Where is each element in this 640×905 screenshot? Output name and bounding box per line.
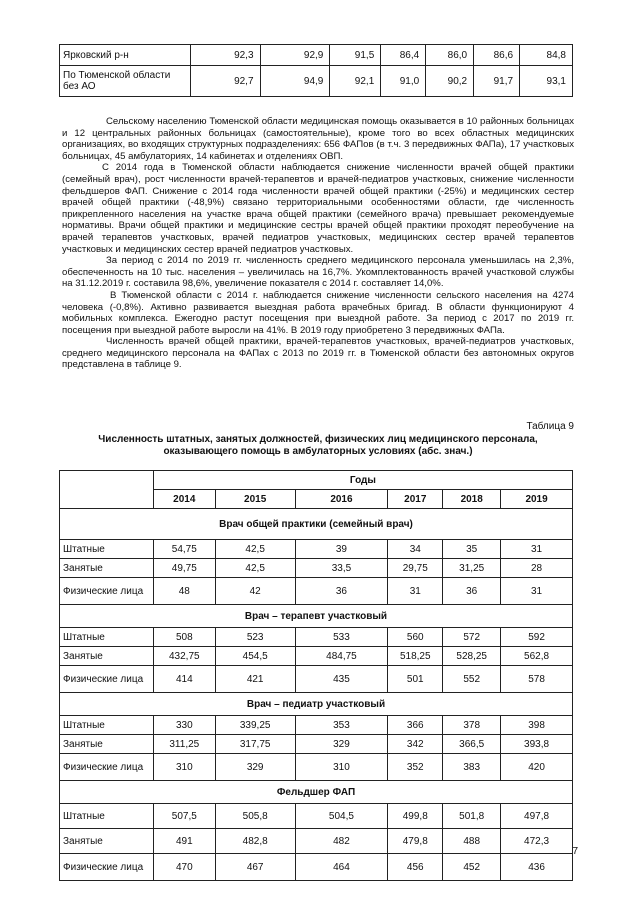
value-cell: 592: [501, 628, 573, 647]
table-row: [60, 45, 573, 66]
value-cell: 42,5: [215, 559, 295, 578]
value-cell: 378: [443, 716, 501, 735]
page-number: 7: [572, 846, 578, 857]
value-cell: 31: [501, 578, 573, 605]
value-cell: 353: [295, 716, 388, 735]
table-row: [60, 829, 573, 854]
row-label: Физические лица: [60, 854, 154, 881]
value-cell: 311,25: [153, 735, 215, 754]
value-cell: 572: [443, 628, 501, 647]
value-cell: 42: [215, 578, 295, 605]
row-label: Штатные: [60, 804, 154, 829]
section-title: Врач общей практики (семейный врач): [60, 509, 573, 540]
table-row: [60, 559, 573, 578]
value-cell: 91,7: [474, 66, 520, 97]
row-label: Физические лица: [60, 754, 154, 781]
value-cell: 383: [443, 754, 501, 781]
table-row: [60, 66, 573, 97]
region-name-cell: По Тюменской области без АО: [60, 66, 191, 97]
value-cell: 499,8: [388, 804, 443, 829]
value-cell: 501,8: [443, 804, 501, 829]
paragraph: Сельскому населению Тюменской области медицинская помощь оказывается в 10 районных больницах и 12 центральных районных больницах (самостоятельные), кроме того во всех областных медицинских организациях, во входящих структурных подразделениях: 656 ФАПов (в т.ч. 3 передвижных ФАПа), 17 участковых больницах, 45 амбулаториях, 14 кабинетах и отделениях ОВП.: [62, 116, 574, 162]
value-cell: 91,0: [381, 66, 426, 97]
value-cell: 366: [388, 716, 443, 735]
value-cell: 31,25: [443, 559, 501, 578]
section-title: Врач – педиатр участковый: [60, 693, 573, 716]
table-row: [60, 804, 573, 829]
table-row: [60, 540, 573, 559]
row-label: Занятые: [60, 647, 154, 666]
value-cell: 435: [295, 666, 388, 693]
row-label: Штатные: [60, 628, 154, 647]
year-header: 2018: [443, 490, 501, 509]
region-name-cell: Ярковский р-н: [60, 45, 191, 66]
value-cell: 518,25: [388, 647, 443, 666]
value-cell: 339,25: [215, 716, 295, 735]
value-cell: 92,7: [190, 66, 260, 97]
paragraph: С 2014 года в Тюменской области наблюдается снижение численности врачей общей практики (семейный врач), рост численности врачей-терапевтов и врачей-педиатров участковых, снижение численности фельдшеров ФАП. Снижение с 2014 года численности врачей общей практики (-25%) и медицинских сестер врачей общей практики (-48,9%) связано территориальными особенностями области, где численность прикрепленного населения на участке врача общей практики (семейного врача) превышает рекомендуемые нормативы. Врачи общей практики и медицинские сестры врачей общей практики проходят переобучение на врачей терапевтов участковых, врачей педиатров участковых, медицинских сестер врачей терапевтов участковых и медицинских сестер врачей педиатров участковых.: [62, 162, 574, 255]
value-cell: 92,3: [190, 45, 260, 66]
table-row: [60, 854, 573, 881]
value-cell: 484,75: [295, 647, 388, 666]
years-group-header: Годы: [153, 471, 572, 490]
value-cell: 414: [153, 666, 215, 693]
table-title: Численность штатных, занятых должностей, физических лиц медицинского персонала, оказывающего помощь в амбулаторных условиях (абс. знач.): [98, 434, 538, 457]
row-label: Физические лица: [60, 578, 154, 605]
value-cell: 507,5: [153, 804, 215, 829]
value-cell: 84,8: [520, 45, 573, 66]
value-cell: 94,9: [260, 66, 330, 97]
year-header: 2016: [295, 490, 388, 509]
table-header-row: [60, 471, 573, 490]
table-body: [60, 509, 573, 881]
value-cell: 505,8: [215, 804, 295, 829]
table-row: [60, 578, 573, 605]
value-cell: 497,8: [501, 804, 573, 829]
year-header: 2014: [153, 490, 215, 509]
value-cell: 452: [443, 854, 501, 881]
value-cell: 533: [295, 628, 388, 647]
value-cell: 432,75: [153, 647, 215, 666]
row-label: Занятые: [60, 735, 154, 754]
value-cell: 42,5: [215, 540, 295, 559]
value-cell: 310: [153, 754, 215, 781]
year-header: 2017: [388, 490, 443, 509]
value-cell: 552: [443, 666, 501, 693]
value-cell: 504,5: [295, 804, 388, 829]
value-cell: 48: [153, 578, 215, 605]
value-cell: 28: [501, 559, 573, 578]
value-cell: 36: [443, 578, 501, 605]
value-cell: 560: [388, 628, 443, 647]
table-label: Таблица 9: [526, 421, 574, 432]
value-cell: 31: [388, 578, 443, 605]
year-header: 2019: [501, 490, 573, 509]
value-cell: 29,75: [388, 559, 443, 578]
value-cell: 35: [443, 540, 501, 559]
section-row: [60, 605, 573, 628]
value-cell: 92,1: [330, 66, 381, 97]
section-row: [60, 693, 573, 716]
value-cell: 34: [388, 540, 443, 559]
value-cell: 578: [501, 666, 573, 693]
table-row: [60, 666, 573, 693]
value-cell: 523: [215, 628, 295, 647]
value-cell: 420: [501, 754, 573, 781]
row-label: Штатные: [60, 716, 154, 735]
value-cell: 456: [388, 854, 443, 881]
value-cell: 36: [295, 578, 388, 605]
value-cell: 454,5: [215, 647, 295, 666]
value-cell: 491: [153, 829, 215, 854]
value-cell: 393,8: [501, 735, 573, 754]
value-cell: 398: [501, 716, 573, 735]
year-header: 2015: [215, 490, 295, 509]
value-cell: 329: [215, 754, 295, 781]
row-label: Занятые: [60, 559, 154, 578]
value-cell: 92,9: [260, 45, 330, 66]
value-cell: 317,75: [215, 735, 295, 754]
value-cell: 470: [153, 854, 215, 881]
value-cell: 472,3: [501, 829, 573, 854]
value-cell: 366,5: [443, 735, 501, 754]
value-cell: 90,2: [426, 66, 474, 97]
section-row: [60, 781, 573, 804]
value-cell: 39: [295, 540, 388, 559]
table-row: [60, 716, 573, 735]
table-row: [60, 754, 573, 781]
value-cell: 421: [215, 666, 295, 693]
value-cell: 86,6: [474, 45, 520, 66]
table-row: [60, 647, 573, 666]
value-cell: 54,75: [153, 540, 215, 559]
value-cell: 479,8: [388, 829, 443, 854]
value-cell: 464: [295, 854, 388, 881]
regional-summary-table: [59, 44, 573, 97]
value-cell: 329: [295, 735, 388, 754]
value-cell: 86,0: [426, 45, 474, 66]
value-cell: 91,5: [330, 45, 381, 66]
value-cell: 562,8: [501, 647, 573, 666]
value-cell: 310: [295, 754, 388, 781]
value-cell: 352: [388, 754, 443, 781]
corner-cell: [60, 471, 154, 509]
value-cell: 488: [443, 829, 501, 854]
table-row: [60, 628, 573, 647]
value-cell: 33,5: [295, 559, 388, 578]
value-cell: 49,75: [153, 559, 215, 578]
value-cell: 342: [388, 735, 443, 754]
row-label: Занятые: [60, 829, 154, 854]
row-label: Штатные: [60, 540, 154, 559]
value-cell: 86,4: [381, 45, 426, 66]
table-row: [60, 735, 573, 754]
section-row: [60, 509, 573, 540]
value-cell: 482,8: [215, 829, 295, 854]
value-cell: 501: [388, 666, 443, 693]
value-cell: 330: [153, 716, 215, 735]
value-cell: 467: [215, 854, 295, 881]
value-cell: 528,25: [443, 647, 501, 666]
paragraph: В Тюменской области с 2014 г. наблюдается снижение численности сельского населения на 4274 человека (-0,8%). Активно развивается выездная работа врачебных бригад. В области функционируют 4 мобильных комплекса. Ежегодно растут посещения при выездной работе. За период с 2017 по 2019 гг. посещения при выездной работе выросли на 41%. В 2019 году приобретено 3 передвижных ФАПа.: [62, 289, 574, 336]
paragraph: За период с 2014 по 2019 гг. численность среднего медицинского персонала уменьшилась на 2,3%, обеспеченность на 10 тыс. населения – увеличилась на 16,7%. Укомплектованность врачей участковой службы на 31.12.2019 г. составила 98,6%, увеличение показателя с 2014 г. составляет 14,0%.: [62, 255, 574, 290]
value-cell: 93,1: [520, 66, 573, 97]
value-cell: 482: [295, 829, 388, 854]
row-label: Физические лица: [60, 666, 154, 693]
value-cell: 436: [501, 854, 573, 881]
body-text: [62, 116, 574, 371]
value-cell: 31: [501, 540, 573, 559]
section-title: Врач – терапевт участковый: [60, 605, 573, 628]
paragraph: Численность врачей общей практики, врачей-терапевтов участковых, врачей-педиатров участковых, среднего медицинского персонала на ФАПах с 2013 по 2019 гг. в Тюменской области без автономных округов представлена в таблице 9.: [62, 336, 574, 371]
staffing-table: [59, 470, 573, 881]
section-title: Фельдшер ФАП: [60, 781, 573, 804]
value-cell: 508: [153, 628, 215, 647]
